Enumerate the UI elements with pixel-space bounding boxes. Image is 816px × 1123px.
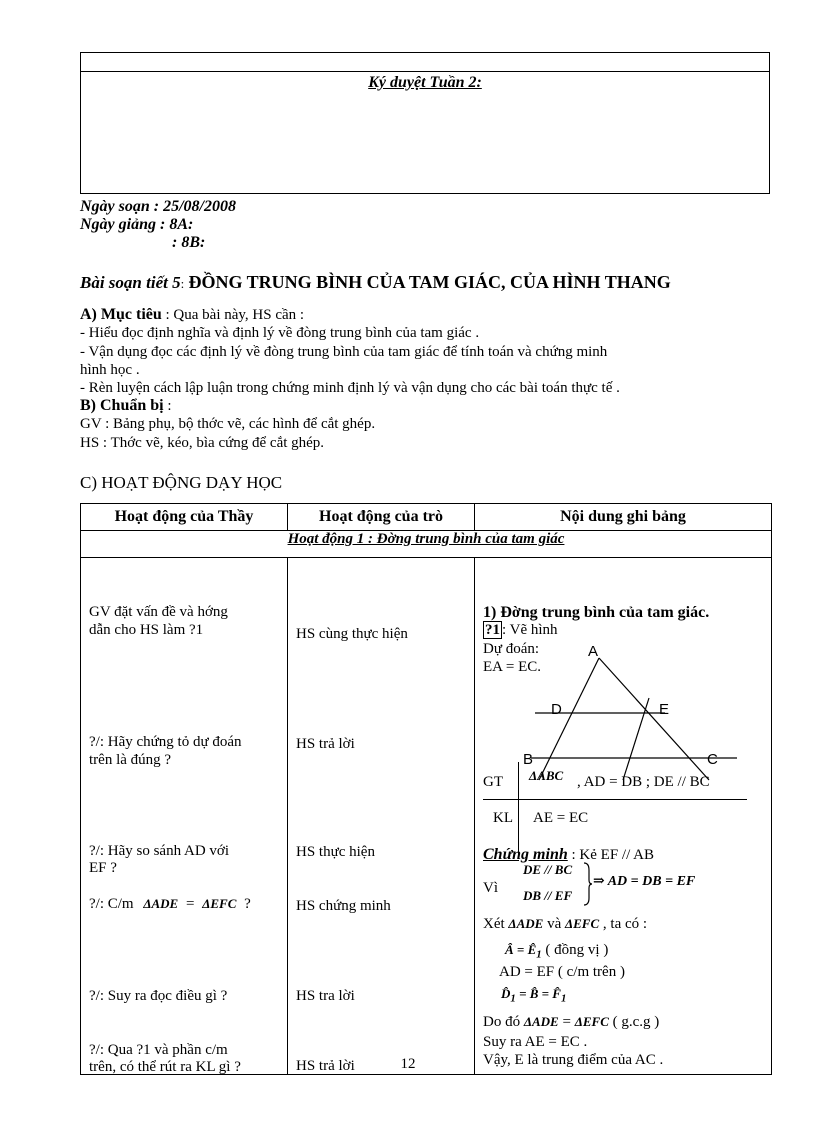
angle-line <box>505 942 608 961</box>
label-c: C <box>707 751 718 768</box>
prep-heading <box>80 397 172 415</box>
teacher-line: EF ? <box>89 860 117 876</box>
header-teacher: Hoạt động của Thầy <box>81 504 288 531</box>
teacher-cm-label: ?/: C/m <box>89 896 134 912</box>
tri-efc: ΔEFC <box>564 916 600 931</box>
teach-date: Ngày giảng : 8A: <box>80 216 194 233</box>
conclusion-line: Vậy, E là trung điểm của AC . <box>483 1052 664 1068</box>
gt-triangle <box>529 768 563 784</box>
side-ab <box>539 658 599 780</box>
objectives-intro: : Qua bài này, HS cần : <box>165 307 305 323</box>
tri-efc-formula: ΔEFC <box>202 896 237 911</box>
student-column <box>288 558 475 1075</box>
teacher-line: trên, có thể rút ra KL gì ? <box>89 1059 241 1075</box>
lesson-label: Bài soạn tiết 5 <box>80 273 181 292</box>
teacher-question-mark: ? <box>244 896 251 912</box>
therefore-label: Do đó <box>483 1014 521 1030</box>
objectives-heading <box>80 306 304 324</box>
student-line: HS trả lời <box>296 1058 355 1074</box>
student-line: HS thực hiện <box>296 844 375 860</box>
teacher-cm-line <box>89 896 251 913</box>
prep-label: B) Chuẩn bị <box>80 397 164 414</box>
condition-2: DB // EF <box>523 888 573 903</box>
teacher-column <box>81 558 288 1075</box>
gt-vertical-rule <box>518 762 519 854</box>
kl-text: AE = EC <box>533 810 589 826</box>
prep-date: Ngày soạn : 25/08/2008 <box>80 198 236 215</box>
activity-table <box>80 503 772 1075</box>
equal-sign-2: = <box>562 1014 571 1030</box>
student-line: HS cùng thực hiện <box>296 626 408 642</box>
label-e: E <box>659 701 670 718</box>
activity-title: Hoạt động 1 : Đờng trung bình của tam giác <box>81 531 772 558</box>
teacher-line: dẫn cho HS làm ?1 <box>89 622 204 638</box>
teacher-line: ?/: Hãy chứng tỏ dự đoán <box>89 734 242 750</box>
content-section-title: 1) Đờng trung bình của tam giác. <box>483 604 710 621</box>
prep-hs: HS : Thớc vẽ, kéo, bìa cứng để cắt ghép. <box>80 435 325 451</box>
teacher-line: ?/: Suy ra đọc điều gì ? <box>89 988 228 1004</box>
label-d: D <box>551 701 562 718</box>
objective-item: - Vận dụng đọc các định lý về đòng trung bình của tam giác để tính toán và chứng minh <box>80 344 608 360</box>
teacher-line: ?/: Hãy so sánh AD với <box>89 843 230 859</box>
prep-gv: GV : Bảng phụ, bộ thớc vẽ, các hình để cắt ghép. <box>80 416 376 432</box>
guess-label: Dự đoán: <box>483 641 540 657</box>
teach-date-8b: : 8B: <box>172 234 206 251</box>
label-b: B <box>523 751 534 768</box>
kl-label: KL <box>493 810 513 826</box>
tri-ade-formula: ΔADE <box>143 896 179 911</box>
gt-kl-divider <box>483 799 747 800</box>
vi-label: Vì <box>483 880 498 896</box>
and-label: và <box>547 916 562 932</box>
tri-efc-2: ΔEFC <box>574 1014 609 1029</box>
angle-reason: ( đồng vị ) <box>545 942 609 958</box>
label-a: A <box>588 643 599 660</box>
objective-item: - Hiểu đọc định nghĩa và định lý về đòng trung bình của tam giác . <box>80 325 480 341</box>
proof-result: ⇒ AD = DB = EF <box>593 874 696 889</box>
page-number: 12 <box>400 1056 416 1072</box>
objectives-label: A) Mục tiêu <box>80 306 162 323</box>
header-student: Hoạt động của trò <box>288 504 475 531</box>
lesson-title: ĐỒNG TRUNG BÌNH CỦA TAM GIÁC, CỦA HÌNH THANG <box>188 272 671 292</box>
q1-text: : Vẽ hình <box>502 622 558 638</box>
teacher-line: ?/: Qua ?1 và phần c/m <box>89 1042 228 1058</box>
proof-intro: : Kẻ EF // AB <box>571 847 655 863</box>
student-line: HS chứng minh <box>296 898 391 914</box>
side-ac <box>599 658 709 780</box>
teacher-line: GV đặt vấn đề và hớng <box>89 604 228 620</box>
brace-icon <box>583 862 593 906</box>
content-column <box>475 558 772 1075</box>
gcg-label: ( g.c.g ) <box>612 1014 660 1030</box>
approval-title: Ký duyệt Tuần 2: <box>368 74 482 91</box>
follow-line: Suy ra AE = EC . <box>483 1034 588 1050</box>
objective-item: hình học . <box>80 362 140 378</box>
ad-ef-line: AD = EF ( c/m trên ) <box>499 964 625 980</box>
gt-text: , AD = DB ; DE // BC <box>577 774 710 790</box>
gt-label: GT <box>483 774 503 790</box>
consider-line <box>483 916 647 933</box>
activities-heading: C) HOẠT ĐỘNG DẠY HỌC <box>80 473 283 492</box>
therefore-line <box>483 1014 659 1031</box>
student-line: HS trả lời <box>296 736 355 752</box>
guess-equation: EA = EC. <box>483 659 542 675</box>
proof-label: Chứng minh <box>483 846 568 863</box>
equal-sign: = <box>185 896 195 912</box>
lesson-heading: Bài soạn tiết 5: ĐỒNG TRUNG BÌNH CỦA TAM GIÁC, CỦA HÌNH THANG <box>80 272 671 292</box>
tri-ade-2: ΔADE <box>523 1014 559 1029</box>
angle-formula: Â = $Ê_1$ <box>505 942 542 961</box>
approval-box <box>80 52 770 194</box>
student-line: HS tra lời <box>296 988 355 1004</box>
header-content: Nội dung ghi bảng <box>475 504 772 531</box>
condition-1: DE // BC <box>523 862 573 877</box>
objective-item: - Rèn luyện cách lập luận trong chứng minh định lý và vận dụng cho các bài toán thực tế . <box>80 380 620 396</box>
tri-ade: ΔADE <box>508 916 544 931</box>
have-label: , ta có : <box>602 916 648 932</box>
gt-triangle-formula: ΔABC <box>529 768 564 783</box>
consider-label: Xét <box>483 916 505 932</box>
q1-badge: ?1 <box>485 622 500 638</box>
line-ef <box>623 698 649 780</box>
angle-chain-formula: $D̂_1$ = B̂ = $F̂_1$ <box>501 986 567 1005</box>
teacher-line: trên là đúng ? <box>89 752 172 768</box>
approval-divider <box>81 71 769 72</box>
prep-colon: : <box>167 398 172 414</box>
